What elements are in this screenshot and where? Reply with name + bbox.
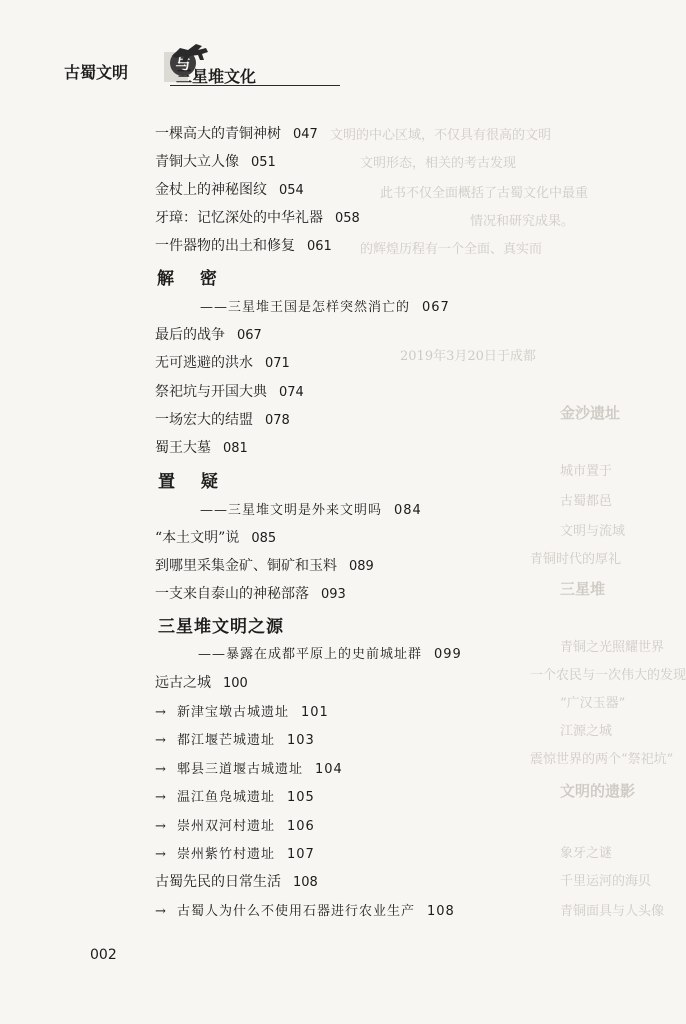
section-subtitle-page: 099 [434,647,462,662]
toc-entry-page: 108 [427,904,455,919]
toc-entry[interactable] [155,151,276,171]
bleed-through-text: 青铜之光照耀世界 [560,640,665,655]
toc-entry-page: 081 [223,441,248,456]
toc-entry-page: 054 [279,183,304,198]
toc-entry[interactable] [155,352,290,372]
toc-entry-page: 093 [321,587,346,602]
toc-entry-page: 104 [315,762,343,777]
toc-entry[interactable] [155,381,304,401]
toc-entry-page: 078 [265,413,290,428]
toc-subentry[interactable] [155,815,315,834]
toc-entry[interactable] [155,583,346,603]
toc-entry-page: 089 [349,559,374,574]
toc-entry[interactable] [155,871,318,891]
toc-entry[interactable] [155,207,360,227]
section-subtitle[interactable] [198,643,462,662]
toc-entry-label: 青铜大立人像 [155,154,239,170]
conjunction-badge: 与 [170,50,196,76]
toc-entry-label: 崇州双河村遗址 [177,819,276,834]
toc-entry-page: 103 [287,733,315,748]
bleed-through-text: 文明与流域 [560,524,626,539]
toc-entry-label: 郫县三道堰古城遗址 [177,762,304,777]
toc-entry-page: 067 [237,328,262,343]
bleed-through-text: 文明形态，相关的考古发现 [360,156,517,171]
arrow-right-icon: → [155,733,167,748]
toc-entry-label: 金杖上的神秘图纹 [155,182,267,198]
toc-entry[interactable] [155,437,248,457]
toc-subentry[interactable] [155,729,315,748]
arrow-right-icon: → [155,847,167,862]
bleed-through-text: 青铜时代的厚礼 [530,552,622,567]
toc-entry-page: 051 [251,155,276,170]
bleed-through-text: 文明的中心区域，不仅具有很高的文明 [330,128,552,143]
bleed-through-text: 金沙遗址 [560,404,621,422]
bleed-through-text: 震惊世界的两个“祭祀坑” [530,752,674,767]
toc-subentry[interactable] [155,900,455,919]
section-subtitle[interactable] [200,499,422,518]
toc-entry-page: 074 [279,385,304,400]
toc-entry[interactable] [155,179,304,199]
section-subtitle[interactable] [200,296,450,315]
bleed-through-text: “广汉玉器” [560,696,626,711]
toc-entry-page: 061 [307,239,332,254]
toc-entry[interactable] [155,527,276,547]
bleed-through-text: 三星堆 [560,580,606,598]
bleed-through-text: 一个农民与一次伟大的发现 [530,668,686,683]
toc-entry-label: 最后的战争 [155,327,225,343]
toc-entry-page: 101 [301,705,329,720]
arrow-right-icon: → [155,705,167,720]
bleed-through-text: 千里运河的海贝 [560,874,652,889]
bleed-through-text: 青铜面具与人头像 [560,904,665,919]
section-subtitle-page: 067 [422,300,450,315]
toc-entry-page: 105 [287,790,315,805]
section-title-origin[interactable]: 三星堆文明之源 [158,617,284,637]
toc-entry-label: 一件器物的出土和修复 [155,238,295,254]
bleed-through-text: 江源之城 [560,724,613,739]
toc-entry[interactable] [155,123,318,143]
series-title-right: 三星堆文化 [176,67,257,86]
toc-entry-label: 一场宏大的结盟 [155,412,253,428]
bleed-through-text: 此书不仅全面概括了古蜀文化中最重 [380,186,589,201]
toc-entry-page: 071 [265,356,290,371]
arrow-right-icon: → [155,790,167,805]
section-title-jiemi[interactable]: 解 密 [157,269,227,289]
bleed-through-text: 2019年3月20日于成都 [400,349,536,364]
toc-entry-label: “本土文明”说 [155,530,240,546]
toc-entry-label: 到哪里采集金矿、铜矿和玉料 [155,558,337,574]
toc-entry-label: 都江堰芒城遗址 [177,733,276,748]
section-subtitle-text: ——暴露在成都平原上的史前城址群 [198,647,423,662]
toc-entry-label: 温江鱼凫城遗址 [177,790,276,805]
series-title-left: 古蜀文明 [64,63,129,82]
toc-entry-page: 100 [223,676,248,691]
arrow-right-icon: → [155,819,167,834]
toc-entry-label: 新津宝墩古城遗址 [177,705,290,720]
toc-entry-label: 蜀王大墓 [155,440,211,456]
bleed-through-text: 古蜀都邑 [560,494,613,509]
arrow-right-icon: → [155,904,167,919]
bleed-through-text: 城市置于 [560,464,613,479]
toc-entry[interactable] [155,672,248,692]
toc-entry-label: 古蜀先民的日常生活 [155,874,281,890]
section-subtitle-page: 084 [394,503,422,518]
toc-entry-label: 无可逃避的洪水 [155,355,253,371]
toc-entry[interactable] [155,235,332,255]
toc-entry-page: 085 [251,531,277,546]
toc-entry-label: 远古之城 [155,675,211,691]
horse-logo-icon [168,38,212,64]
toc-entry-page: 047 [293,127,318,142]
header-underline [170,85,340,86]
toc-entry-label: 祭祀坑与开国大典 [155,384,267,400]
arrow-right-icon: → [155,762,167,777]
bleed-through-text: 象牙之谜 [560,846,613,861]
toc-entry-label: 古蜀人为什么不使用石器进行农业生产 [177,904,416,919]
toc-entry[interactable] [155,324,262,344]
section-subtitle-text: ——三星堆王国是怎样突然消亡的 [200,300,411,315]
toc-entry-page: 058 [335,211,360,226]
toc-entry-page: 107 [287,847,315,862]
toc-entry-label: 牙璋：记忆深处的中华礼器 [155,210,323,226]
toc-entry-label: 崇州紫竹村遗址 [177,847,276,862]
toc-subentry[interactable] [155,843,315,862]
toc-subentry[interactable] [155,786,315,805]
bleed-through-text: 文明的遗影 [560,782,636,800]
toc-entry[interactable] [155,555,374,575]
toc-subentry[interactable] [155,701,329,720]
toc-entry-label: 一支来自泰山的神秘部落 [155,586,309,602]
toc-entry-page: 108 [293,875,318,890]
bleed-through-text: 的辉煌历程有一个全面、真实而 [360,242,543,257]
toc-entry-label: 一棵高大的青铜神树 [155,126,281,142]
toc-entry[interactable] [155,409,290,429]
section-title-zhiyi[interactable]: 置 疑 [158,472,228,492]
bleed-through-text: 情况和研究成果。 [470,214,575,229]
page-number: 002 [90,947,117,963]
toc-entry-page: 106 [287,819,315,834]
toc-subentry[interactable] [155,758,343,777]
section-subtitle-text: ——三星堆文明是外来文明吗 [200,503,383,518]
